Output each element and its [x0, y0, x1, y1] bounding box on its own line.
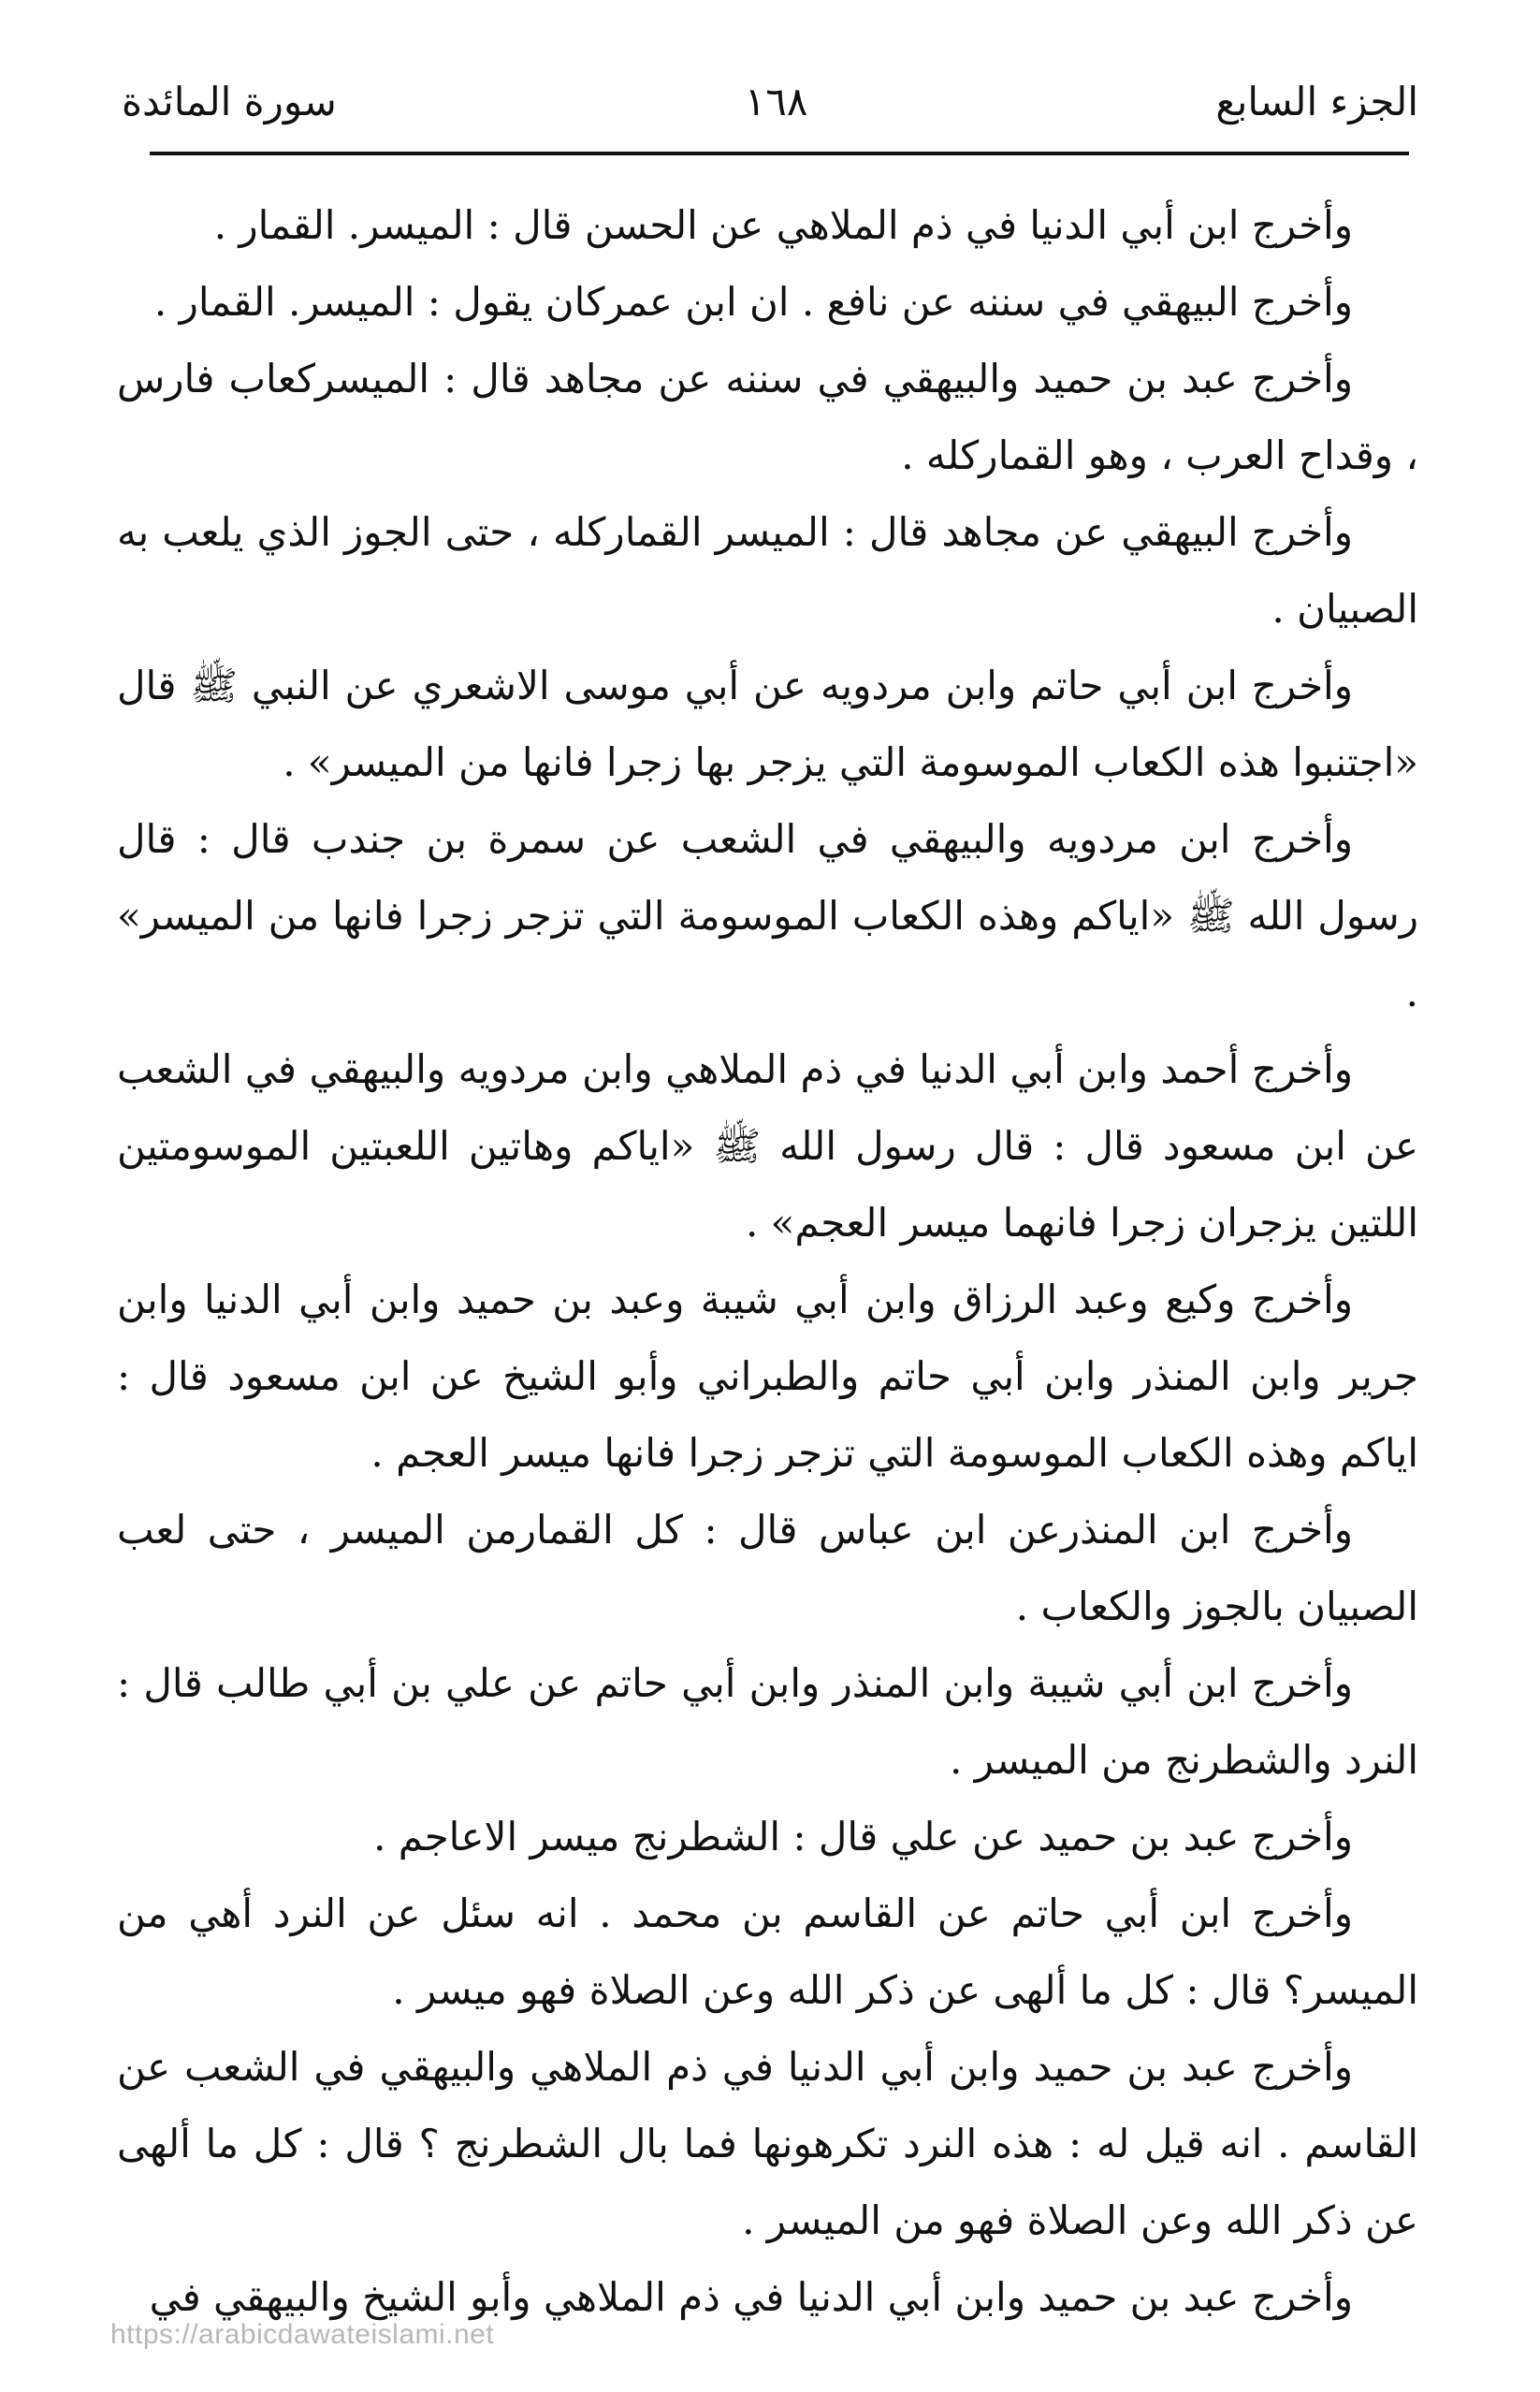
- paragraph: وأخرج ابن أبي شيبة وابن المنذر وابن أبي حاتم عن علي بن أبي طالب قال : النرد والشطرنج من الميسر .: [117, 1660, 1418, 1783]
- paragraph: وأخرج ابن أبي الدنيا في ذم الملاهي عن الحسن قال : الميسر. القمار .: [213, 202, 1353, 248]
- juz-label: الجزء السابع: [1215, 78, 1418, 124]
- paragraph: وأخرج عبد بن حميد وابن أبي الدنيا في ذم الملاهي والبيهقي في الشعب عن القاسم . انه قيل له : هذه النرد تكرهونها فما بال الشطرنج ؟ قال : كل ما ألهى عن ذكر الله وعن الصلاة فهو من الميسر .: [117, 2044, 1418, 2243]
- paragraph: وأخرج ابن المنذرعن ابن عباس قال : كل القمارمن الميسر ، حتى لعب الصبيان بالجوز والكعاب .: [117, 1507, 1418, 1629]
- paragraph: وأخرج ابن مردويه والبيهقي في الشعب عن سمرة بن جندب قال : قال رسول الله ﷺ «اياكم وهذه الكعاب الموسومة التي تزجر زجرا فانها من الميسر» .: [117, 816, 1418, 1015]
- paragraph: وأخرج عبد بن حميد والبيهقي في سننه عن مجاهد قال : الميسركعاب فارس ، وقداح العرب ، وهو القماركله .: [117, 356, 1418, 478]
- page-number: ١٦٨: [744, 78, 808, 124]
- paragraph: وأخرج وكيع وعبد الرزاق وابن أبي شيبة وعبد بن حميد وابن أبي الدنيا وابن جرير وابن المنذر وابن أبي حاتم والطبراني وأبو الشيخ عن ابن مسعود قال : اياكم وهذه الكعاب الموسومة التي تزجر زجرا فانها ميسر العجم .: [117, 1276, 1418, 1476]
- header-divider: [150, 152, 1409, 155]
- paragraph: وأخرج عبد بن حميد وابن أبي الدنيا في ذم الملاهي وأبو الشيخ والبيهقي في: [149, 2274, 1353, 2320]
- watermark-url: https://arabicdawateislami.net: [110, 2319, 495, 2350]
- body-text: [117, 187, 1418, 2336]
- paragraph: وأخرج البيهقي عن مجاهد قال : الميسر القماركله ، حتى الجوز الذي يلعب به الصبيان .: [117, 509, 1418, 632]
- paragraph: وأخرج البيهقي في سننه عن نافع . ان ابن عمركان يقول : الميسر. القمار .: [153, 279, 1353, 325]
- surah-label: سورة المائدة: [122, 78, 337, 124]
- paragraph: وأخرج أحمد وابن أبي الدنيا في ذم الملاهي وابن مردويه والبيهقي في الشعب عن ابن مسعود قال : قال رسول الله ﷺ «اياكم وهاتين اللعبتين الموسومتين اللتين يزجران زجرا فانهما ميسر العجم» .: [117, 1046, 1418, 1246]
- paragraph: وأخرج عبد بن حميد عن علي قال : الشطرنج ميسر الاعاجم .: [373, 1814, 1353, 1860]
- paragraph: وأخرج ابن أبي حاتم عن القاسم بن محمد . انه سئل عن النرد أهي من الميسر؟ قال : كل ما ألهى عن ذكر الله وعن الصلاة فهو ميسر .: [117, 1890, 1418, 2013]
- running-header: [122, 73, 1418, 129]
- paragraph: وأخرج ابن أبي حاتم وابن مردويه عن أبي موسى الاشعري عن النبي ﷺ قال «اجتنبوا هذه الكعاب الموسومة التي يزجر بها زجرا فانها من الميسر» .: [117, 663, 1418, 785]
